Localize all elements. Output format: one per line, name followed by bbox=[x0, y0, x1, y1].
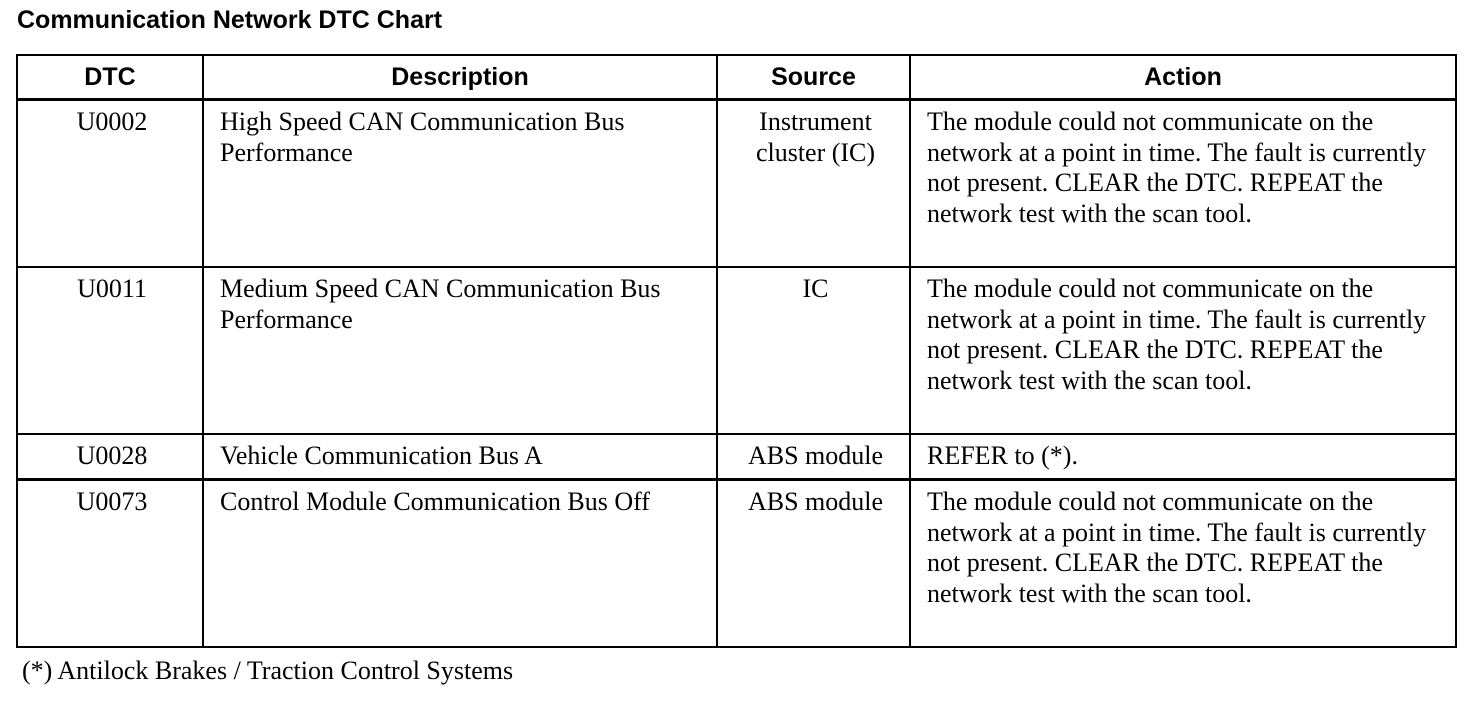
dtc-code: U0011 bbox=[17, 267, 203, 434]
table-row bbox=[17, 100, 1456, 268]
column-header-source: Source bbox=[717, 55, 910, 100]
footnote: (*) Antilock Brakes / Traction Control Systems bbox=[22, 656, 514, 685]
dtc-action: The module could not communicate on the network at a point in time. The fault is currently not present. CLEAR the DTC. REPEAT the network test with the scan tool. bbox=[910, 480, 1456, 648]
dtc-source: IC bbox=[717, 267, 910, 434]
dtc-description: Medium Speed CAN Communication Bus Performance bbox=[203, 267, 717, 434]
dtc-source: Instrument cluster (IC) bbox=[717, 100, 910, 268]
dtc-source: ABS module bbox=[717, 434, 910, 480]
dtc-code: U0073 bbox=[17, 480, 203, 648]
dtc-action: REFER to (*). bbox=[910, 434, 1456, 480]
column-header-action: Action bbox=[910, 55, 1456, 100]
dtc-action: The module could not communicate on the network at a point in time. The fault is currently not present. CLEAR the DTC. REPEAT the network test with the scan tool. bbox=[910, 267, 1456, 434]
dtc-description: High Speed CAN Communication Bus Performance bbox=[203, 100, 717, 268]
dtc-code: U0028 bbox=[17, 434, 203, 480]
table-row bbox=[17, 267, 1456, 434]
dtc-action: The module could not communicate on the network at a point in time. The fault is currently not present. CLEAR the DTC. REPEAT the network test with the scan tool. bbox=[910, 100, 1456, 268]
table-row bbox=[17, 434, 1456, 480]
dtc-description: Control Module Communication Bus Off bbox=[203, 480, 717, 648]
table-row bbox=[17, 480, 1456, 648]
dtc-source: ABS module bbox=[717, 480, 910, 648]
page-title: Communication Network DTC Chart bbox=[17, 6, 443, 34]
column-header-description: Description bbox=[203, 55, 717, 100]
table-header-row bbox=[17, 55, 1456, 100]
dtc-table bbox=[16, 54, 1457, 648]
column-header-dtc: DTC bbox=[17, 55, 203, 100]
dtc-code: U0002 bbox=[17, 100, 203, 268]
dtc-description: Vehicle Communication Bus A bbox=[203, 434, 717, 480]
